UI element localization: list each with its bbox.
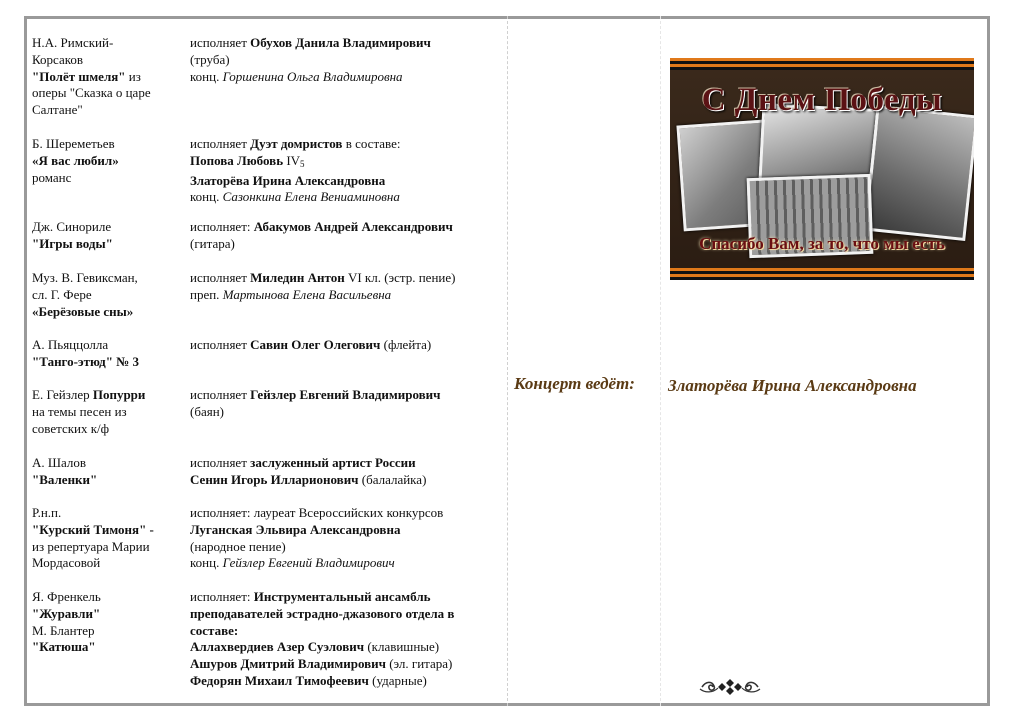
piece-info: [32, 505, 177, 572]
host-label: Концерт ведёт:: [514, 374, 635, 393]
performer-line: [190, 606, 502, 623]
bold-text: "Курский Тимоня" -: [32, 521, 154, 537]
text-fragment: исполняет: лауреат Всероссийских конкурсов: [190, 505, 444, 520]
performer-line: [190, 337, 502, 354]
piece-line: [32, 555, 177, 572]
piece-line: [32, 589, 177, 606]
performer-line: [190, 219, 502, 236]
bold-text: Федорян Михаил Тимофеевич: [190, 672, 369, 688]
text-fragment: (флейта): [380, 337, 432, 352]
performer-line: [190, 522, 502, 539]
piece-line: [32, 69, 177, 86]
performer-line: [190, 69, 502, 86]
piece-info: [32, 219, 177, 253]
text-fragment: оперы "Сказка о царе: [32, 85, 151, 101]
piece-line: [32, 623, 177, 640]
bold-text: преподавателей эстрадно-джазового отдела в: [190, 605, 455, 621]
bold-text: "Полёт шмеля": [32, 68, 126, 84]
banner-subtitle: Спасибо Вам, за то, что мы есть: [699, 234, 945, 253]
performer-line: [190, 539, 502, 556]
host-name: Златорёва Ирина Александровна: [668, 376, 917, 395]
program-entry: [32, 505, 502, 573]
performer-info: [190, 219, 502, 253]
performer-line: [190, 639, 502, 656]
bold-text: "Валенки": [32, 471, 98, 487]
performer-line: [190, 189, 502, 206]
bold-text: Златорёва Ирина Александровна: [190, 172, 386, 188]
performer-line: [190, 555, 502, 572]
performer-info: [190, 387, 502, 421]
performer-info: [190, 589, 502, 690]
piece-info: [32, 337, 177, 371]
piece-info: [32, 35, 177, 119]
piece-line: [32, 606, 177, 623]
program-entry: [32, 337, 502, 371]
text-fragment: (ударные): [368, 672, 427, 688]
text-fragment: Е. Гейзлер: [32, 387, 93, 402]
performer-line: [190, 387, 502, 404]
bold-text: "Катюша": [32, 639, 96, 655]
performer-line: [190, 673, 502, 690]
bold-text: Попова Любовь: [190, 152, 287, 168]
text-fragment: Мордасовой: [32, 555, 101, 571]
bold-text: Дуэт домристов: [250, 136, 343, 151]
text-fragment: сл. Г. Фере: [32, 286, 92, 302]
piece-line: [32, 539, 177, 556]
performer-info: [190, 270, 502, 304]
bold-text: «Я вас любил»: [32, 152, 119, 168]
text-fragment: исполняет:: [190, 219, 254, 234]
piece-line: [32, 337, 177, 354]
performer-info: [190, 455, 502, 489]
text-fragment: в составе:: [342, 136, 401, 151]
piece-info: [32, 455, 177, 489]
text-fragment: (баян): [190, 403, 224, 419]
text-fragment: конц.: [190, 68, 223, 84]
text-fragment: конц.: [190, 555, 223, 571]
text-fragment: исполняет: [190, 337, 251, 352]
text-fragment: романс: [32, 169, 72, 185]
piece-line: [32, 404, 177, 421]
text-fragment: из репертуара Марии: [32, 538, 150, 554]
piece-line: [32, 136, 177, 153]
text-fragment: 5: [300, 158, 305, 169]
performer-line: [190, 455, 502, 472]
text-fragment: исполняет: [190, 270, 251, 285]
program-entry: [32, 35, 502, 119]
piece-line: [32, 505, 177, 522]
performer-line: [190, 173, 502, 190]
text-fragment: Я. Френкель: [32, 589, 101, 604]
bold-text: Сенин Игорь Илларионович: [190, 471, 359, 487]
text-fragment: Б. Шереметьев: [32, 136, 115, 151]
performer-line: [190, 623, 502, 640]
text-fragment: исполняет: [190, 136, 251, 151]
bold-text: Миледин Антон: [250, 270, 345, 285]
performer-line: [190, 52, 502, 69]
text-fragment: VI кл. (эстр. пение): [344, 270, 456, 285]
performer-line: [190, 589, 502, 606]
text-fragment: М. Блантер: [32, 622, 95, 638]
bold-text: «Берёзовые сны»: [32, 303, 134, 319]
fold-line: [660, 16, 661, 706]
italic-text: Горшенина Ольга Владимировна: [222, 68, 403, 84]
piece-line: [32, 270, 177, 287]
piece-line: [32, 455, 177, 472]
text-fragment: (труба): [190, 51, 230, 67]
italic-text: Мартынова Елена Васильевна: [222, 286, 392, 302]
piece-info: [32, 270, 177, 320]
text-fragment: (гитара): [190, 235, 235, 251]
fold-line: [507, 16, 508, 706]
performer-line: [190, 270, 502, 287]
bold-text: Попурри: [92, 387, 146, 402]
text-fragment: Дж. Синориле: [32, 219, 112, 234]
performer-info: [190, 337, 502, 354]
piece-line: [32, 421, 177, 438]
bold-text: Савин Олег Олегович: [250, 337, 381, 352]
text-fragment: (клавишные): [364, 639, 440, 655]
text-fragment: А. Шалов: [32, 455, 87, 470]
performer-line: [190, 236, 502, 253]
piece-line: [32, 170, 177, 187]
program-entry: [32, 270, 502, 321]
piece-line: [32, 639, 177, 656]
text-fragment: (балалайка): [358, 471, 427, 487]
victory-day-banner: [670, 58, 974, 280]
bold-text: Ашуров Дмитрий Владимирович: [190, 656, 386, 672]
program-entry: [32, 136, 502, 204]
piece-info: [32, 387, 177, 437]
piece-line: [32, 354, 177, 371]
piece-line: [32, 304, 177, 321]
performer-line: [190, 656, 502, 673]
bold-text: Инструментальный ансамбль: [253, 589, 431, 604]
piece-line: [32, 472, 177, 489]
ornament-flourish-icon: [698, 678, 762, 696]
piece-line: [32, 522, 177, 539]
piece-line: [32, 52, 177, 69]
bold-text: Обухов Данила Владимирович: [250, 35, 431, 50]
text-fragment: конц.: [190, 189, 223, 205]
performer-info: [190, 35, 502, 85]
st-george-ribbon: [670, 58, 974, 70]
program-entry: [32, 455, 502, 489]
text-fragment: IV: [286, 152, 301, 168]
italic-text: Гейзлер Евгений Владимирович: [222, 555, 395, 571]
st-george-ribbon: [670, 268, 974, 280]
performer-line: [190, 35, 502, 52]
piece-info: [32, 589, 177, 656]
piece-info: [32, 136, 177, 186]
text-fragment: исполняет:: [190, 589, 254, 604]
text-fragment: на темы песен из: [32, 403, 127, 419]
bold-text: Абакумов Андрей Александрович: [253, 219, 453, 234]
bold-text: Луганская Эльвира Александровна: [190, 521, 401, 537]
performer-line: [190, 505, 502, 522]
bold-text: Аллахвердиев Азер Суэлович: [190, 639, 365, 655]
banner-title: С Днем Победы: [701, 82, 943, 118]
text-fragment: исполняет: [190, 35, 251, 50]
text-fragment: из: [125, 68, 141, 84]
text-fragment: (эл. гитара): [385, 656, 453, 672]
bold-text: "Танго-этюд" № 3: [32, 353, 140, 369]
text-fragment: исполняет: [190, 387, 251, 402]
piece-line: [32, 35, 177, 52]
bold-text: "Игры воды": [32, 235, 113, 251]
text-fragment: советских к/ф: [32, 420, 110, 436]
text-fragment: Салтане": [32, 102, 83, 118]
text-fragment: Муз. В. Гевиксман,: [32, 270, 138, 285]
performer-line: [190, 472, 502, 489]
performer-info: [190, 136, 502, 206]
performer-line: [190, 404, 502, 421]
performer-line: [190, 136, 502, 153]
program-entry: [32, 219, 502, 253]
text-fragment: Корсаков: [32, 51, 84, 67]
italic-text: Сазонкина Елена Вениаминовна: [222, 189, 400, 205]
text-fragment: Р.н.п.: [32, 505, 62, 520]
text-fragment: преп.: [190, 286, 223, 302]
program-entry: [32, 387, 502, 438]
bold-text: Гейзлер Евгений Владимирович: [250, 387, 441, 402]
text-fragment: исполняет: [190, 455, 251, 470]
bold-text: "Журавли": [32, 605, 101, 621]
piece-line: [32, 153, 177, 170]
piece-line: [32, 219, 177, 236]
piece-line: [32, 85, 177, 102]
bold-text: заслуженный артист России: [250, 455, 416, 470]
text-fragment: Н.А. Римский-: [32, 35, 114, 50]
text-fragment: (народное пение): [190, 538, 286, 554]
piece-line: [32, 387, 177, 404]
performer-info: [190, 505, 502, 572]
wartime-photo: [864, 105, 974, 241]
piece-line: [32, 236, 177, 253]
performer-line: [190, 287, 502, 304]
piece-line: [32, 102, 177, 119]
piece-line: [32, 287, 177, 304]
program-entry: [32, 589, 502, 691]
text-fragment: А. Пьяццолла: [32, 337, 109, 352]
performer-line: [190, 153, 502, 173]
bold-text: составе:: [190, 622, 239, 638]
